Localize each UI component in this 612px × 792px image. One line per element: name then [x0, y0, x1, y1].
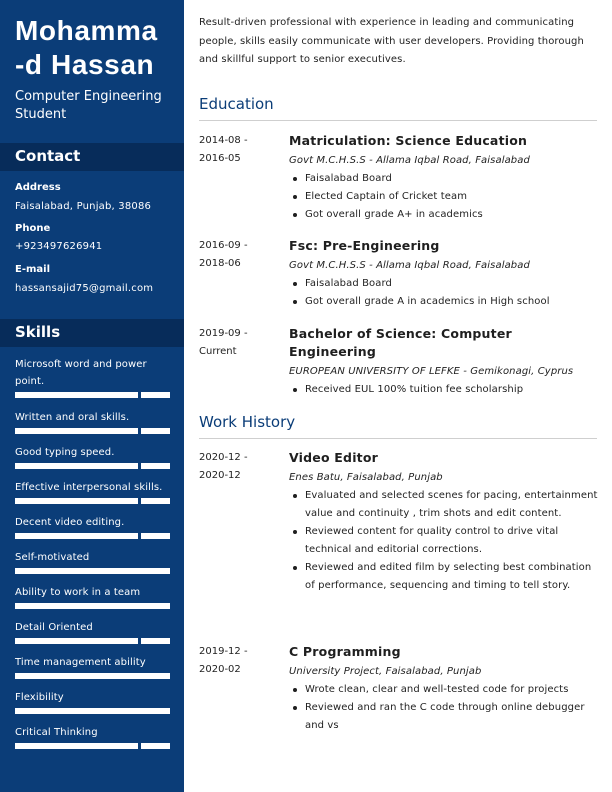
entry-body [289, 132, 599, 224]
candidate-name [15, 14, 175, 82]
skill-level-gap [138, 392, 141, 398]
skill-item [15, 409, 170, 434]
skill-name: Written and oral skills. [15, 412, 130, 423]
skill-level-gap [138, 463, 141, 469]
summary: Result-driven professional with experience in leading and communicating people, skills easily communicate with user developers. Providing thorough and skillful support to senior executives. [199, 17, 584, 65]
education-divider [199, 120, 597, 121]
address-label: Address [15, 182, 61, 193]
entry-organization: EUROPEAN UNIVERSITY OF LEFKE - Gemikonagi, Cyprus [289, 366, 574, 377]
entry-start-date: 2020-12 - [199, 452, 248, 463]
skill-name: Self-motivated [15, 552, 90, 563]
entry-end-date: 2020-12 [199, 470, 241, 481]
skill-item [15, 724, 170, 749]
skill-level-gap [138, 533, 141, 539]
skill-name: Decent video editing. [15, 517, 125, 528]
entry-organization: University Project, Faisalabad, Punjab [289, 666, 482, 677]
skill-level-gap [138, 638, 141, 644]
skill-name: Ability to work in a team [15, 587, 141, 598]
entry-bullet: Elected Captain of Cricket team [289, 188, 599, 206]
entry-bullet: Got overall grade A+ in academics [289, 206, 599, 224]
entry-bullets [289, 170, 599, 224]
skill-name: Time management ability [15, 657, 146, 668]
email-value[interactable]: hassansajid75@gmail.com [15, 283, 154, 294]
skill-item [15, 479, 170, 504]
entry-title: C Programming [289, 644, 401, 659]
entry-title: Bachelor of Science: Computer Engineering [289, 326, 512, 359]
skill-level-bar [15, 673, 170, 679]
skill-item [15, 514, 170, 539]
entry-bullet: Faisalabad Board [289, 170, 599, 188]
skill-level-bar [15, 708, 170, 714]
skill-level-bar [15, 498, 170, 504]
entry-dates [199, 132, 279, 168]
entry-organization: Govt M.C.H.S.S - Allama Iqbal Road, Faisalabad [289, 260, 530, 271]
skill-name: Critical Thinking [15, 727, 98, 738]
skill-level-gap [138, 498, 141, 504]
skill-level-bar [15, 463, 170, 469]
entry-body [289, 237, 599, 311]
entry-dates [199, 449, 279, 485]
entry-body [289, 325, 599, 399]
skill-item [15, 689, 170, 714]
skill-level-bar [15, 743, 170, 749]
skill-level-bar [15, 533, 170, 539]
skill-item [15, 654, 170, 679]
entry-dates [199, 325, 279, 361]
name-line-1: Mohamma [15, 15, 158, 46]
phone-value: +923497626941 [15, 241, 103, 252]
entry-start-date: 2016-09 - [199, 240, 248, 251]
skill-level-bar [15, 603, 170, 609]
entry-start-date: 2019-12 - [199, 646, 248, 657]
entry-bullet: Reviewed and edited film by selecting best combination of performance, sequencing and timing to tell story. [289, 559, 599, 595]
entry-start-date: 2019-09 - [199, 328, 248, 339]
skill-item [15, 356, 170, 398]
entry-bullet: Faisalabad Board [289, 275, 599, 293]
skill-item [15, 619, 170, 644]
skill-name: Effective interpersonal skills. [15, 482, 163, 493]
entry-bullet: Reviewed and ran the C code through online debugger and vs [289, 699, 599, 735]
work-divider [199, 438, 597, 439]
candidate-role: Computer Engineering Student [15, 89, 162, 122]
skill-level-bar [15, 428, 170, 434]
sidebar [0, 0, 184, 792]
skill-name: Flexibility [15, 692, 64, 703]
skill-name: Detail Oriented [15, 622, 93, 633]
entry-title: Video Editor [289, 450, 379, 465]
contact-heading-band [0, 143, 184, 171]
entry-organization: Enes Batu, Faisalabad, Punjab [289, 472, 443, 483]
skill-name: Microsoft word and power point. [15, 359, 147, 387]
address-value: Faisalabad, Punjab, 38086 [15, 201, 152, 212]
skill-item [15, 444, 170, 469]
entry-bullet: Reviewed content for quality control to drive vital technical and editorial corrections. [289, 523, 599, 559]
skill-item [15, 584, 170, 609]
education-heading: Education [199, 95, 274, 113]
entry-bullets [289, 681, 599, 735]
entry-end-date: 2018-06 [199, 258, 241, 269]
contact-heading: Contact [15, 147, 81, 165]
entry-organization: Govt M.C.H.S.S - Allama Iqbal Road, Faisalabad [289, 155, 530, 166]
entry-body [289, 449, 599, 595]
entry-end-date: 2016-05 [199, 153, 241, 164]
entry-bullet: Evaluated and selected scenes for pacing, entertainment value and continuity , trim shots and edit content. [289, 487, 599, 523]
entry-dates [199, 643, 279, 679]
skill-level-gap [138, 743, 141, 749]
skill-item [15, 549, 170, 574]
skill-name: Good typing speed. [15, 447, 115, 458]
skill-level-gap [138, 428, 141, 434]
entry-bullet: Got overall grade A in academics in High school [289, 293, 599, 311]
skill-level-bar [15, 568, 170, 574]
entry-bullets [289, 487, 599, 595]
entry-bullets [289, 381, 599, 399]
phone-label: Phone [15, 223, 51, 234]
entry-bullet: Wrote clean, clear and well-tested code for projects [289, 681, 599, 699]
skills-heading-band [0, 319, 184, 347]
entry-start-date: 2014-08 - [199, 135, 248, 146]
skill-level-bar [15, 638, 170, 644]
entry-end-date: 2020-02 [199, 664, 241, 675]
entry-title: Matriculation: Science Education [289, 133, 528, 148]
entry-end-date: Current [199, 346, 237, 357]
entry-bullets [289, 275, 599, 311]
name-line-2: -d Hassan [15, 49, 155, 80]
work-heading: Work History [199, 413, 296, 431]
entry-body [289, 643, 599, 735]
entry-bullet: Received EUL 100% tuition fee scholarship [289, 381, 599, 399]
email-label: E-mail [15, 264, 51, 275]
skill-level-bar [15, 392, 170, 398]
skills-heading: Skills [15, 323, 61, 341]
entry-title: Fsc: Pre-Engineering [289, 238, 440, 253]
entry-dates [199, 237, 279, 273]
